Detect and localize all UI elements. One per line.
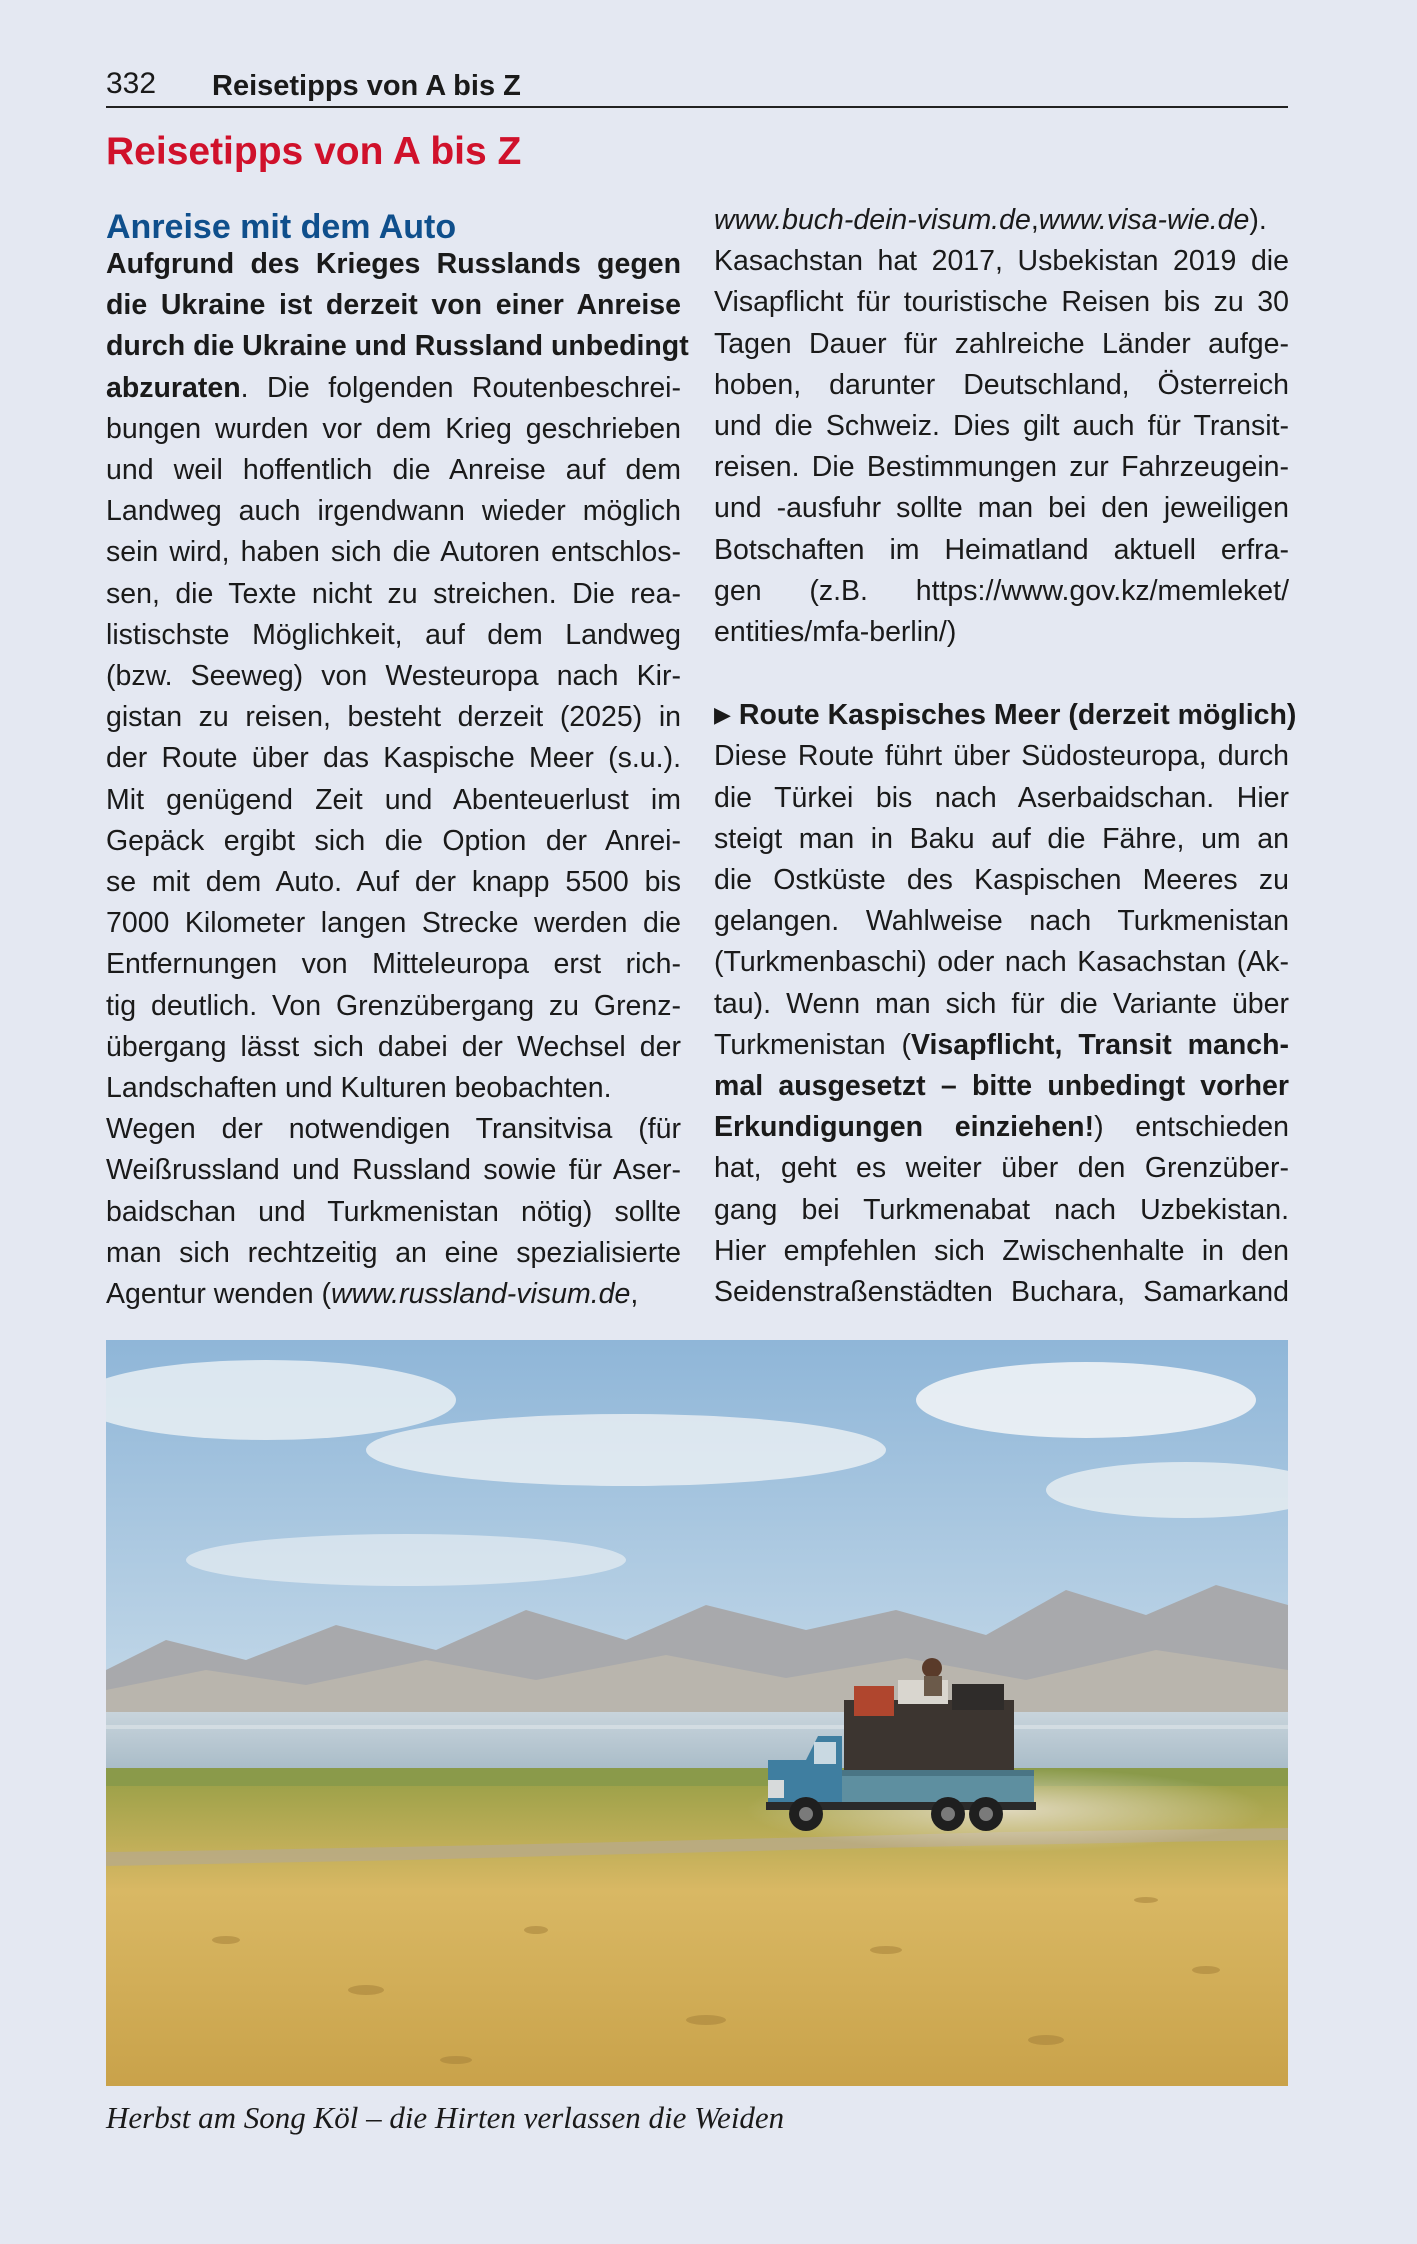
text-line	[106, 574, 681, 615]
body-text: Agentur wenden (	[106, 1278, 331, 1311]
body-text: Hier empfehlen sich Zwischenhalte in den	[714, 1234, 1289, 1267]
url-text: www.russland-visum.de	[330, 1278, 631, 1311]
text-line	[714, 1148, 1289, 1189]
text-line	[714, 819, 1289, 860]
body-text: Kasachstan hat 2017, Usbekistan 2019 die	[714, 245, 1289, 278]
body-text: ) entschieden	[1094, 1111, 1289, 1144]
text-line	[106, 738, 681, 779]
text-line	[106, 285, 681, 326]
body-text: die Ostküste des Kaspischen Meeres zu	[714, 864, 1289, 897]
text-line	[714, 571, 1289, 612]
text-line	[106, 697, 681, 738]
text-line	[106, 1109, 681, 1150]
body-text: und weil hoffentlich die Anreise auf dem	[106, 454, 681, 487]
bold-text: Erkundigungen einziehen!	[714, 1111, 1095, 1144]
paragraph-gap	[714, 653, 1289, 694]
bold-text: Visapflicht, Transit manch-	[910, 1028, 1289, 1061]
text-line	[714, 1190, 1289, 1231]
text-line	[106, 326, 689, 367]
body-text: Gepäck ergibt sich die Option der Anrei-	[106, 824, 681, 857]
text-line	[106, 1068, 681, 1109]
text-line	[714, 736, 1289, 777]
url-text: www.visa-wie.de	[1038, 204, 1250, 236]
url-text: www.buch-dein-visum.de	[714, 204, 1031, 236]
body-text: Turkmenistan (	[714, 1028, 911, 1061]
text-line	[714, 1025, 1289, 1066]
text-line	[106, 862, 681, 903]
text-line	[106, 368, 681, 409]
text-line	[106, 1274, 681, 1315]
body-text: sen, die Texte nicht zu streichen. Die rea-	[106, 577, 681, 610]
header-rule	[106, 106, 1288, 108]
text-line	[106, 244, 681, 285]
body-text: reisen. Die Bestimmungen zur Fahrzeugein-	[714, 451, 1289, 484]
text-line	[714, 324, 1289, 365]
body-text: gen (z.B. https://www.gov.kz/memleket/	[714, 574, 1289, 607]
body-text: ).	[1249, 204, 1267, 236]
right-column-text-bottom	[714, 736, 1289, 1313]
body-text: Diese Route führt über Südosteuropa, durch	[714, 740, 1289, 773]
text-line	[714, 488, 1289, 529]
body-text: Tagen Dauer für zahlreiche Länder aufge-	[714, 327, 1289, 360]
body-text: ,	[630, 1278, 639, 1311]
body-text: hat, geht es weiter über den Grenzüber-	[714, 1152, 1289, 1185]
body-text: baidschan und Turkmenistan nötig) sollte	[106, 1195, 681, 1228]
body-text: und -ausfuhr sollte man bei den jeweiligen	[714, 492, 1289, 525]
chapter-title: Reisetipps von A bis Z	[106, 130, 522, 173]
text-line	[714, 1272, 1289, 1313]
body-text: tau). Wenn man sich für die Variante über	[714, 987, 1289, 1020]
text-line	[714, 241, 1289, 282]
body-text: Entfernungen von Mitteleuropa erst rich-	[106, 948, 681, 981]
text-line	[106, 1192, 681, 1233]
body-text: hoben, darunter Deutschland, Österreich	[714, 368, 1289, 401]
body-text: Landschaften und Kulturen beobachten.	[106, 1072, 612, 1105]
text-line	[106, 986, 681, 1027]
running-title: Reisetipps von A bis Z	[212, 70, 521, 102]
text-line	[106, 1233, 681, 1274]
body-text: übergang lässt sich dabei der Wechsel der	[106, 1030, 681, 1063]
text-line	[106, 1027, 681, 1068]
body-text: (bzw. Seeweg) von Westeuropa nach Kir-	[106, 660, 681, 693]
text-line	[106, 780, 681, 821]
text-line	[106, 615, 681, 656]
landscape-photo	[106, 1340, 1288, 2086]
bold-text: Aufgrund des Krieges Russlands gegen	[106, 248, 681, 280]
body-text: sein wird, haben sich die Autoren entschlos-	[106, 536, 681, 569]
text-line	[714, 612, 1289, 653]
text-line	[106, 450, 681, 491]
photo-caption: Herbst am Song Köl – die Hirten verlassen die Weiden	[106, 2100, 785, 2135]
route-heading	[714, 694, 1297, 736]
body-text: und die Schweiz. Dies gilt auch für Transit-	[714, 410, 1289, 443]
body-text: Weißrussland und Russland sowie für Aser-	[106, 1154, 681, 1187]
body-text: gistan zu reisen, besteht derzeit (2025) in	[106, 701, 681, 734]
text-line	[714, 984, 1289, 1025]
text-line	[106, 491, 681, 532]
left-column	[106, 200, 689, 1315]
body-text: Mit genügend Zeit und Abenteuerlust im	[106, 783, 681, 816]
body-text: steigt man in Baku auf die Fähre, um an	[714, 822, 1289, 855]
body-text: listischste Möglichkeit, auf dem Landweg	[106, 618, 681, 651]
bold-text: mal ausgesetzt – bitte unbedingt vorher	[714, 1070, 1289, 1103]
body-text: gelangen. Wahlweise nach Turkmenistan	[714, 905, 1289, 938]
text-line	[714, 282, 1289, 323]
body-text: bungen wurden vor dem Krieg geschrieben	[106, 412, 681, 445]
bold-text: durch die Ukraine und Russland unbedingt	[106, 330, 689, 363]
page-number: 332	[106, 67, 157, 100]
text-line	[714, 406, 1289, 447]
body-text: der Route über das Kaspische Meer (s.u.).	[106, 742, 681, 775]
body-text: . Die folgenden Routenbeschrei-	[240, 371, 681, 404]
left-column-text	[106, 244, 689, 1315]
text-line	[106, 532, 681, 573]
body-text: gang bei Turkmenabat nach Uzbekistan.	[714, 1193, 1289, 1226]
triangle-bullet-icon: ▶	[714, 702, 731, 728]
text-line	[714, 1231, 1289, 1272]
body-text: entities/mfa-berlin/)	[714, 616, 957, 649]
text-line	[714, 942, 1289, 983]
right-column	[714, 200, 1297, 1313]
body-text: (Turkmenbaschi) oder nach Kasachstan (Ak-	[714, 946, 1289, 979]
body-text: 7000 Kilometer langen Strecke werden die	[106, 907, 681, 940]
text-line	[714, 778, 1289, 819]
route-heading-text: Route Kaspisches Meer (derzeit möglich)	[738, 699, 1297, 732]
body-text: Seidenstraßenstädten Buchara, Samarkand	[714, 1276, 1289, 1309]
text-line	[714, 1066, 1289, 1107]
body-text: Landweg auch irgendwann wieder möglich	[106, 495, 681, 528]
text-line	[106, 944, 681, 985]
body-text: Visapflicht für touristische Reisen bis zu 30	[714, 286, 1289, 319]
text-line	[714, 860, 1289, 901]
body-text: Botschaften im Heimatland aktuell erfra-	[714, 533, 1289, 566]
text-line	[714, 901, 1289, 942]
text-line	[714, 1107, 1289, 1148]
text-line	[106, 821, 681, 862]
text-line	[714, 200, 1289, 241]
bold-text: abzuraten	[106, 371, 241, 404]
body-text: man sich rechtzeitig an eine spezialisierte	[106, 1236, 681, 1269]
bold-text: die Ukraine ist derzeit von einer Anreise	[106, 289, 681, 322]
body-text: die Türkei bis nach Aserbaidschan. Hier	[714, 781, 1289, 814]
text-line	[714, 365, 1289, 406]
right-column-text-top	[714, 200, 1289, 653]
song-kol-photo-illustration	[106, 1340, 1288, 2086]
body-text: tig deutlich. Von Grenzübergang zu Grenz-	[106, 989, 681, 1022]
text-line	[714, 447, 1289, 488]
text-line	[106, 1150, 681, 1191]
body-text: Wegen der notwendigen Transitvisa (für	[106, 1113, 681, 1146]
text-line	[106, 656, 681, 697]
text-line	[106, 903, 681, 944]
text-line	[714, 530, 1289, 571]
text-line	[106, 409, 681, 450]
body-text: se mit dem Auto. Auf der knapp 5500 bis	[106, 866, 681, 899]
body-text: ,	[1030, 204, 1039, 236]
section-heading: Anreise mit dem Auto	[106, 208, 457, 246]
